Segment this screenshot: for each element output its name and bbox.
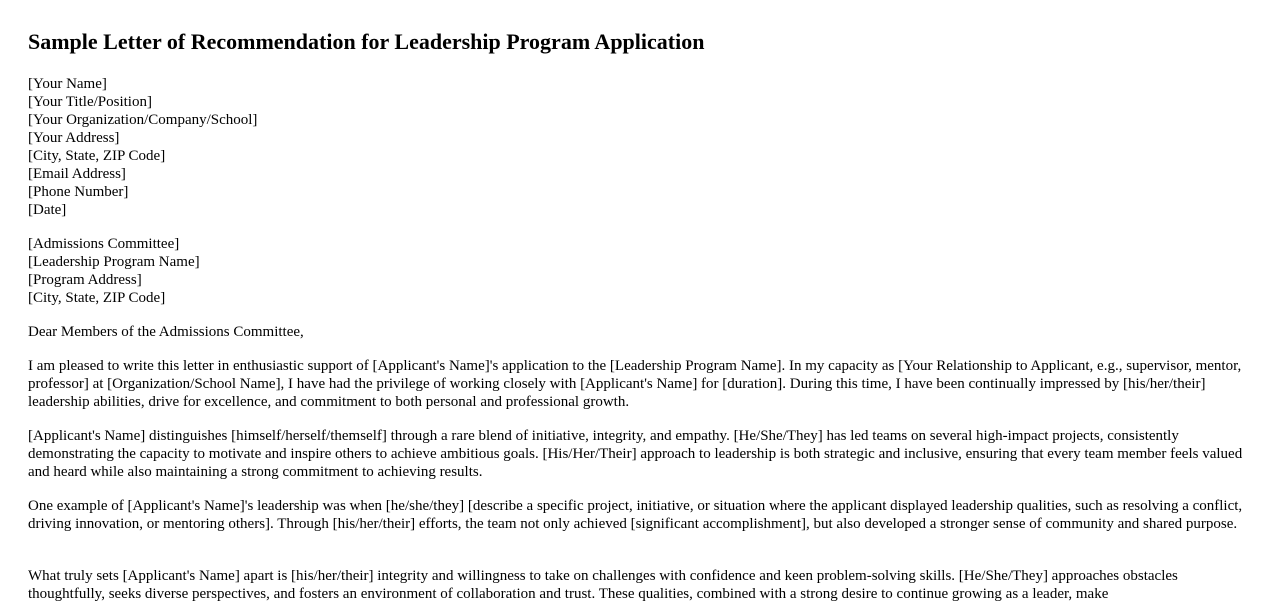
sender-email: [Email Address] xyxy=(28,166,126,182)
sender-address-block xyxy=(28,75,257,219)
sender-address: [Your Address] xyxy=(28,130,120,146)
body-paragraph: I am pleased to write this letter in enthusiastic support of [Applicant's Name]'s application to the [Leadership Program Name]. In my capacity as [Your Relationship to Applicant, e.g., supervisor, mentor, professor] at [Organization/School Name], I have had the privilege of working closely with [Applicant's Name] for [duration]. During this time, I have been continually impressed by [his/her/their] leadership abilities, drive for excellence, and commitment to both personal and professional growth. xyxy=(28,358,1242,410)
sender-title: [Your Title/Position] xyxy=(28,94,152,110)
sender-organization: [Your Organization/Company/School] xyxy=(28,112,258,128)
body-paragraph: What truly sets [Applicant's Name] apart is [his/her/their] integrity and willingness to take on challenges with confidence and keen problem-solving skills. [He/She/They] approaches obstacles thoughtfully, seeks diverse perspectives, and fosters an environment of collaboration and trust. These qualities, combined with a strong desire to continue growing as a leader, make xyxy=(28,568,1178,602)
sender-city-state-zip: [City, State, ZIP Code] xyxy=(28,148,166,164)
body-paragraph: [Applicant's Name] distinguishes [himself/herself/themself] through a rare blend of initiative, integrity, and empathy. [He/She/They] has led teams on several high-impact projects, consistently demonstrating the capacity to motivate and inspire others to achieve ambitious goals. [His/Her/Their] approach to leadership is both strategic and inclusive, ensuring that every team member feels valued and heard while also maintaining a strong commitment to achieving results. xyxy=(28,428,1243,480)
letter-date: [Date] xyxy=(28,202,67,218)
sender-name: [Your Name] xyxy=(28,76,107,92)
recipient-address-block xyxy=(28,235,200,307)
sender-phone: [Phone Number] xyxy=(28,184,129,200)
recipient-program-name: [Leadership Program Name] xyxy=(28,254,200,270)
document-title: Sample Letter of Recommendation for Leadership Program Application xyxy=(28,29,705,54)
recipient-committee: [Admissions Committee] xyxy=(28,236,180,252)
body-paragraph: One example of [Applicant's Name]'s leadership was when [he/she/they] [describe a specific project, initiative, or situation where the applicant displayed leadership qualities, such as resolving a conflict, driving innovation, or mentoring others]. Through [his/her/their] efforts, the team not only achieved [significant accomplishment], but also developed a stronger sense of community and shared purpose. xyxy=(28,498,1243,532)
recipient-program-address: [Program Address] xyxy=(28,272,142,288)
salutation: Dear Members of the Admissions Committee, xyxy=(28,324,304,340)
recipient-city-state-zip: [City, State, ZIP Code] xyxy=(28,290,166,306)
